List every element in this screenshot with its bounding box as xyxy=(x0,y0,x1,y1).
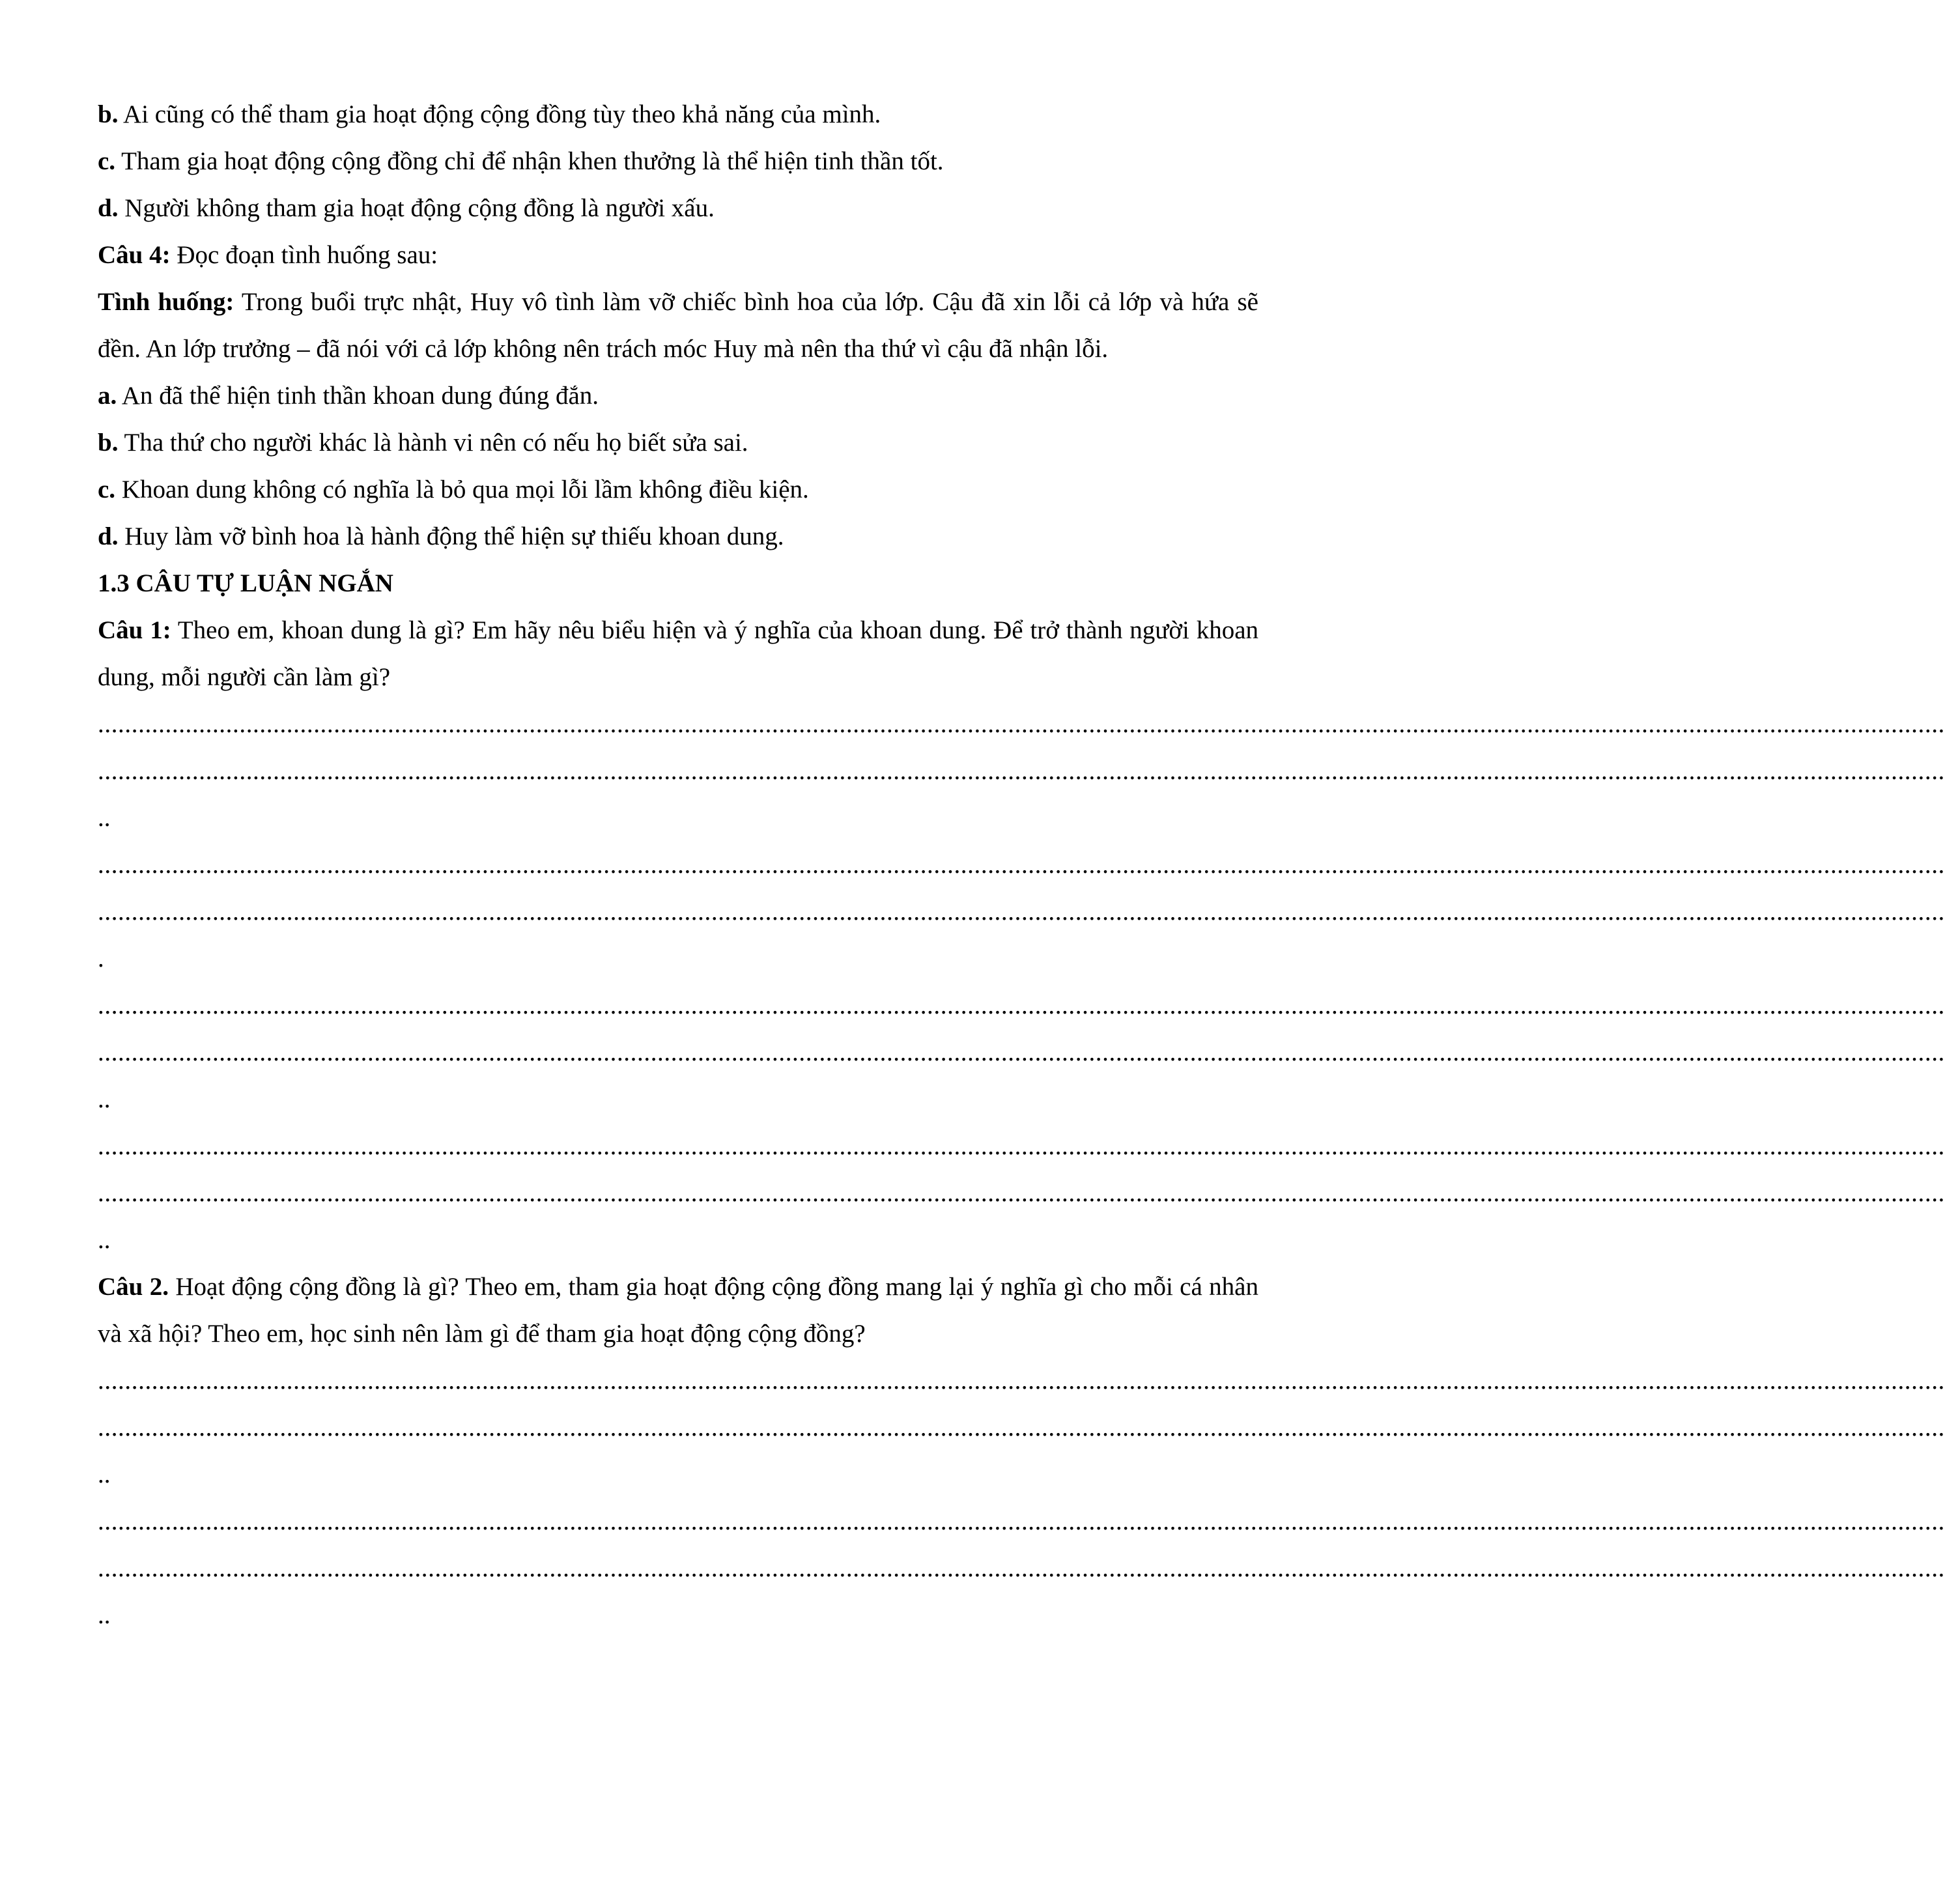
answer-line: .................................................................................................................................................................................................................................................................................. xyxy=(98,1367,1945,1395)
question-4: Câu 4: Đọc đoạn tình huống sau: xyxy=(98,241,438,269)
essay-question-2: Câu 2. Hoạt động cộng đồng là gì? Theo em, tham gia hoạt động cộng đồng mang lại ý nghĩa gì cho mỗi cá nhân và xã hội? Theo em, học sinh nên làm gì để tham gia hoạt động cộng đồng? xyxy=(98,1273,1258,1348)
section-heading: 1.3 CÂU TỰ LUẬN NGẮN xyxy=(98,569,393,597)
option-c: c. Tham gia hoạt động cộng đồng chỉ để nhận khen thưởng là thể hiện tinh thần tốt. xyxy=(98,147,944,175)
essay-question-1: Câu 1: Theo em, khoan dung là gì? Em hãy nêu biểu hiện và ý nghĩa của khoan dung. Để trở thành người khoan dung, mỗi người cần làm gì? xyxy=(98,616,1259,691)
answer-line-end: .. xyxy=(98,1085,111,1113)
answer-line: .................................................................................................................................................................................................................................................................................. xyxy=(98,757,1945,785)
option-b: b. Ai cũng có thể tham gia hoạt động cộng đồng tùy theo khả năng của mình. xyxy=(98,100,881,128)
answer-line-end: . xyxy=(98,945,104,973)
q4-option-d: d. Huy làm vỡ bình hoa là hành động thể hiện sự thiếu khoan dung. xyxy=(98,522,784,550)
answer-line-end: .. xyxy=(98,1601,111,1629)
q4-option-c: c. Khoan dung không có nghĩa là bỏ qua mọi lỗi lầm không điều kiện. xyxy=(98,476,809,504)
situation-paragraph: Tình huống: Trong buổi trực nhật, Huy vô tình làm vỡ chiếc bình hoa của lớp. Cậu đã xin lỗi cả lớp và hứa sẽ đền. An lớp trưởng – đã nói với cả lớp không nên trách móc Huy mà nên tha thứ vì cậu đã nhận lỗi. xyxy=(98,288,1258,363)
answer-line: .................................................................................................................................................................................................................................................................................. xyxy=(98,1554,1945,1582)
answer-line: .................................................................................................................................................................................................................................................................................. xyxy=(98,1414,1945,1442)
answer-line-end: .. xyxy=(98,1460,111,1488)
answer-line: .................................................................................................................................................................................................................................................................................. xyxy=(98,898,1945,926)
answer-line: .................................................................................................................................................................................................................................................................................. xyxy=(98,1179,1945,1207)
answer-line-end: .. xyxy=(98,1226,111,1254)
answer-line: .................................................................................................................................................................................................................................................................................. xyxy=(98,991,1945,1019)
answer-line: .................................................................................................................................................................................................................................................................................. xyxy=(98,851,1945,879)
answer-line: .................................................................................................................................................................................................................................................................................. xyxy=(98,1507,1945,1535)
q4-option-b: b. Tha thứ cho người khác là hành vi nên có nếu họ biết sửa sai. xyxy=(98,429,748,457)
answer-line: .................................................................................................................................................................................................................................................................................. xyxy=(98,1038,1945,1066)
option-d: d. Người không tham gia hoạt động cộng đồng là người xấu. xyxy=(98,194,715,222)
answer-line-end: .. xyxy=(98,804,111,832)
answer-line: .................................................................................................................................................................................................................................................................................. xyxy=(98,710,1945,738)
worksheet-page xyxy=(98,91,1945,1639)
q4-option-a: a. An đã thể hiện tinh thần khoan dung đúng đắn. xyxy=(98,382,599,410)
answer-line: .................................................................................................................................................................................................................................................................................. xyxy=(98,1132,1945,1160)
